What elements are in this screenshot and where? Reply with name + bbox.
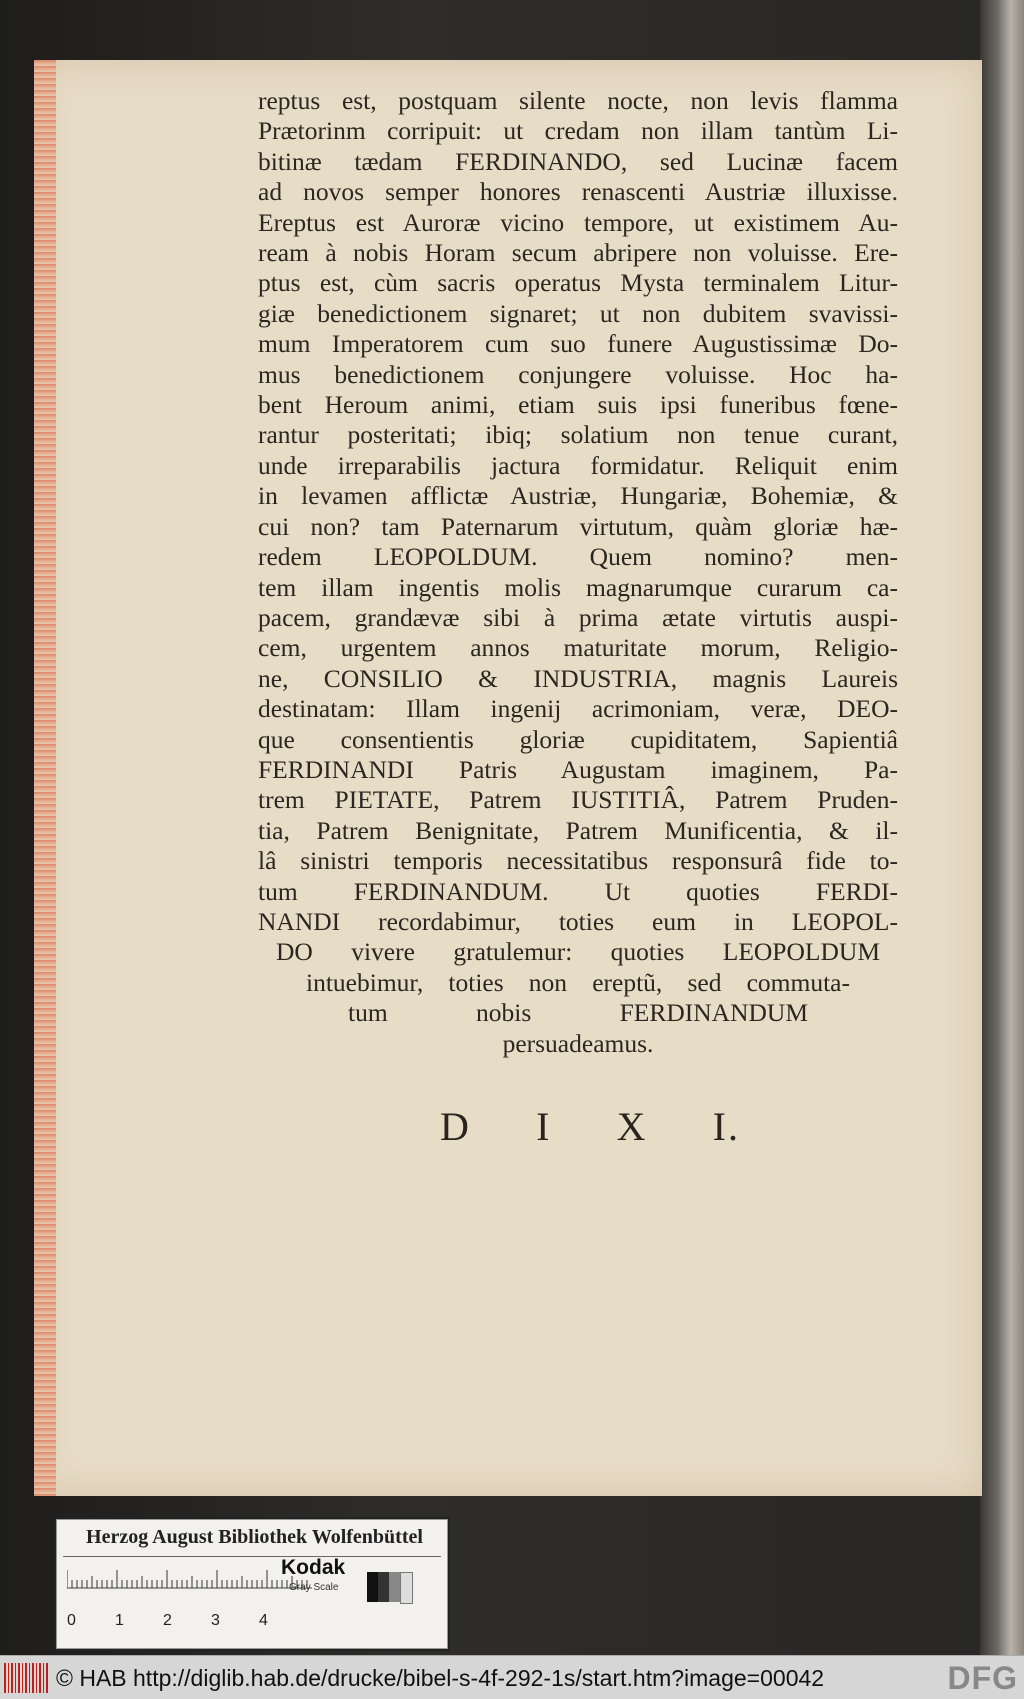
ruler-numbers (67, 1612, 327, 1632)
text-line: reptus est, postquam silente nocte, non levis flamma (258, 86, 898, 115)
text-line: in levamen afflictæ Austriæ, Hungariæ, Bohemiæ, & (258, 481, 898, 511)
text-line: Ereptus est Auroræ vicino tempore, ut existimem Au- (258, 207, 898, 237)
label-divider (63, 1556, 441, 1557)
text-line: ptus est, cùm sacris operatus Mysta terminalem Litur- (258, 268, 898, 298)
ruler-number: 3 (211, 1612, 220, 1629)
dixi-letter: I (536, 1104, 552, 1149)
gray-swatch-dark (378, 1572, 389, 1602)
dfg-logo: DFG (947, 1660, 1018, 1696)
text-line: tia, Patrem Benignitate, Patrem Munificentia, & il- (258, 815, 898, 845)
text-line: bent Heroum animi, etiam suis ipsi funeribus fœne- (258, 390, 898, 420)
source-url[interactable]: © HAB http://diglib.hab.de/drucke/bibel-s-4f-292-1s/start.htm?image=00042 (56, 1665, 825, 1691)
ruler-number: 4 (259, 1612, 268, 1629)
text-line: lâ sinistri temporis necessitatibus responsurâ fide to- (258, 846, 898, 876)
text-line: intuebimur, toties non ereptũ, sed commuta- (306, 967, 850, 997)
ruler-number: 0 (67, 1612, 76, 1629)
text-line: ad novos semper honores renascenti Austriæ illuxisse. (258, 177, 898, 207)
dixi-letter: D (440, 1104, 471, 1149)
text-line: DO vivere gratulemur: quoties LEOPOLDUM (276, 937, 880, 967)
dixi-letter: I. (712, 1104, 740, 1149)
library-label-card (56, 1519, 448, 1649)
text-line: ne, CONSILIO & INDUSTRIA, magnis Laureis (258, 663, 898, 693)
text-line: mus benedictionem conjungere voluisse. Hoc ha- (258, 359, 898, 389)
text-line: bitinæ tædam FERDINANDO, sed Lucinæ facem (258, 146, 898, 176)
text-line: cem, urgentem annos maturitate morum, Religio- (258, 633, 898, 663)
text-line: rantur posteritati; ibiq; solatium non tenue curant, (258, 420, 898, 450)
book-edge-strip (980, 0, 1024, 1655)
text-line: tem illam ingentis molis magnarumque curarum ca- (258, 572, 898, 602)
page-text-block (258, 86, 898, 1059)
text-line: ream à nobis Horam secum abripere non voluisse. Ere- (258, 238, 898, 268)
kodak-logo: Kodak (281, 1556, 346, 1579)
library-name: Herzog August Bibliothek Wolfenbüttel (86, 1526, 423, 1548)
text-line: tum FERDINANDUM. Ut quoties FERDI- (258, 876, 898, 906)
barcode-icon (4, 1663, 48, 1693)
text-line: destinatam: Illam ingenij acrimoniam, veræ, DEO- (258, 694, 898, 724)
gray-swatch-black (367, 1572, 378, 1602)
text-line: trem PIETATE, Patrem IUSTITIÂ, Patrem Pruden- (258, 785, 898, 815)
text-line: redem LEOPOLDUM. Quem nomino? men- (258, 542, 898, 572)
text-line: tum nobis FERDINANDUM (348, 998, 808, 1028)
gray-swatch-light (400, 1572, 413, 1604)
dixi-letter: X (616, 1104, 648, 1149)
text-line: persuadeamus. (502, 1028, 654, 1058)
closing-dixi (440, 1103, 740, 1150)
page-red-edge (34, 60, 56, 1496)
footer-bar (0, 1655, 1024, 1699)
text-line: cui non? tam Paternarum virtutum, quàm gloriæ hæ- (258, 511, 898, 541)
gray-swatch-mid (389, 1572, 400, 1602)
text-line: Prætorinm corripuit: ut credam non illam tantùm Li- (258, 116, 898, 146)
text-line: NANDI recordabimur, toties eum in LEOPOL- (258, 906, 898, 936)
text-line: FERDINANDI Patris Augustam imaginem, Pa- (258, 754, 898, 784)
text-line: unde irreparabilis jactura formidatur. Reliquit enim (258, 450, 898, 480)
ruler-number: 2 (163, 1612, 172, 1629)
text-line: que consentientis gloriæ cupiditatem, Sapientiâ (258, 724, 898, 754)
text-line: giæ benedictionem signaret; ut non dubitem svavissi- (258, 298, 898, 328)
text-line: mum Imperatorem cum suo funere Augustissimæ Do- (258, 329, 898, 359)
measurement-ruler (67, 1568, 317, 1608)
gray-scale-label: Gray Scale (289, 1582, 339, 1593)
ruler-number: 1 (115, 1612, 124, 1629)
text-line: pacem, grandævæ sibi à prima ætate virtutis auspi- (258, 602, 898, 632)
